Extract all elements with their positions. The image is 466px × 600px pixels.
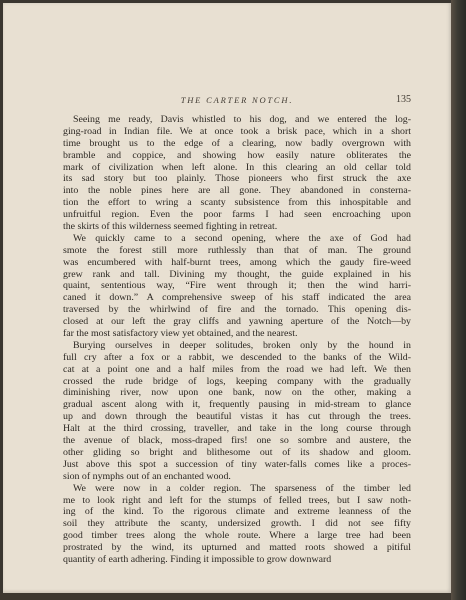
text-line: grew rank and tall. Divining my thought, the guide explained in his — [63, 268, 411, 280]
text-line: time brought us to the edge of a clearing, now badly overgrown with — [63, 137, 411, 149]
text-line: gradual ascent along with it, frequently pausing in mid-stream to glance — [63, 399, 411, 411]
text-line: soil they attribute the scanty, undersized growth. I did not see fifty — [63, 518, 411, 530]
text-line: traversed by the whirlwind of fire and the tornado. This opening dis- — [63, 304, 411, 316]
text-line: Halt at the third crossing, traveller, and take in the long course through — [63, 423, 411, 435]
text-line: quaint, sententious way, “Fire went through it; then the wind harri- — [63, 280, 411, 292]
text-line: ing of the kind. To the rigorous climate and extreme leanness of the — [63, 506, 411, 518]
book-bottom-edge — [0, 593, 451, 600]
text-line: up and down through the beautiful vistas it has cut through the trees. — [63, 411, 411, 423]
text-line: Burying ourselves in deeper solitudes, broken only by the hound in — [73, 339, 411, 351]
text-line: tion the effort to wring a scanty subsistence from this inhospitable and — [63, 197, 411, 209]
text-line: We quickly came to a second opening, where the axe of God had — [73, 232, 411, 244]
book-page — [3, 3, 451, 593]
text-line: Just above this spot a succession of tiny water-falls comes like a proces- — [63, 458, 411, 470]
text-line: smote the forest still more ruthlessly than that of man. The ground — [63, 244, 411, 256]
text-line: sion of nymphs out of an enchanted wood. — [63, 470, 231, 482]
text-line: Seeing me ready, Davis whistled to his dog, and we entered the log- — [73, 114, 411, 125]
paragraph — [63, 114, 411, 233]
text-line: the skirts of this wilderness seemed fighting in retreat. — [63, 221, 278, 233]
text-line: its sad story but too plainly. Those pioneers who first struck the axe — [63, 173, 411, 185]
running-title: THE CARTER NOTCH. — [180, 95, 294, 105]
text-line: ging-road in Indian file. We at once took a brisk pace, which in a short — [63, 125, 411, 137]
paragraph — [63, 340, 411, 483]
body-text — [63, 114, 411, 566]
text-line: crossed the rude bridge of logs, keeping company with the gradually — [63, 375, 411, 387]
text-line: quantity of earth adhering. Finding it impossible to grow downward — [63, 553, 332, 565]
book-spine-edge — [451, 0, 466, 600]
text-line: closed at our left the gray cliffs and yawning aperture of the Notch—by — [63, 316, 411, 328]
text-line: cat at a point one and a half miles from the road we had left. We then — [63, 363, 411, 375]
text-line: good timber trees along the whole route. Where a large tree had been — [63, 530, 411, 542]
text-line: full cry after a fox or a rabbit, we descended to the banks of the Wild- — [63, 351, 411, 363]
text-line: bramble and coppice, and showing how easily nature obliterates the — [63, 149, 411, 161]
text-line: other gliding so bright and blithesome out of its shadow and gloom. — [63, 446, 411, 458]
text-line: diminishing river, now upon one bank, now on the other, making a — [63, 387, 411, 399]
page-number: 135 — [396, 94, 411, 105]
text-line: caned it down.” A comprehensive sweep of his staff indicated the area — [63, 292, 411, 304]
text-line: mark of civilization when left alone. In this clearing an old cellar told — [63, 161, 411, 173]
text-line: unfruitful region. Even the poor farms I had seen encroaching upon — [63, 209, 411, 221]
text-line: was encumbered with half-burnt trees, among which the gaudy fire-weed — [63, 256, 411, 268]
paragraph — [63, 483, 411, 566]
text-line: prostrated by the wind, its upturned and matted roots showed a pitiful — [63, 542, 411, 554]
text-line: into the noble pines here are all gone. They abandoned in consterna- — [63, 185, 411, 197]
text-line: me to look right and left for the stumps of felled trees, but I saw noth- — [63, 494, 411, 506]
page-header — [63, 95, 411, 109]
paragraph — [63, 233, 411, 340]
text-line: We were now in a colder region. The sparseness of the timber led — [73, 482, 411, 494]
text-line: far the most satisfactory view yet obtained, and the nearest. — [63, 328, 298, 340]
text-line: the avenue of black, moss-draped firs! one so sombre and austere, the — [63, 435, 411, 447]
